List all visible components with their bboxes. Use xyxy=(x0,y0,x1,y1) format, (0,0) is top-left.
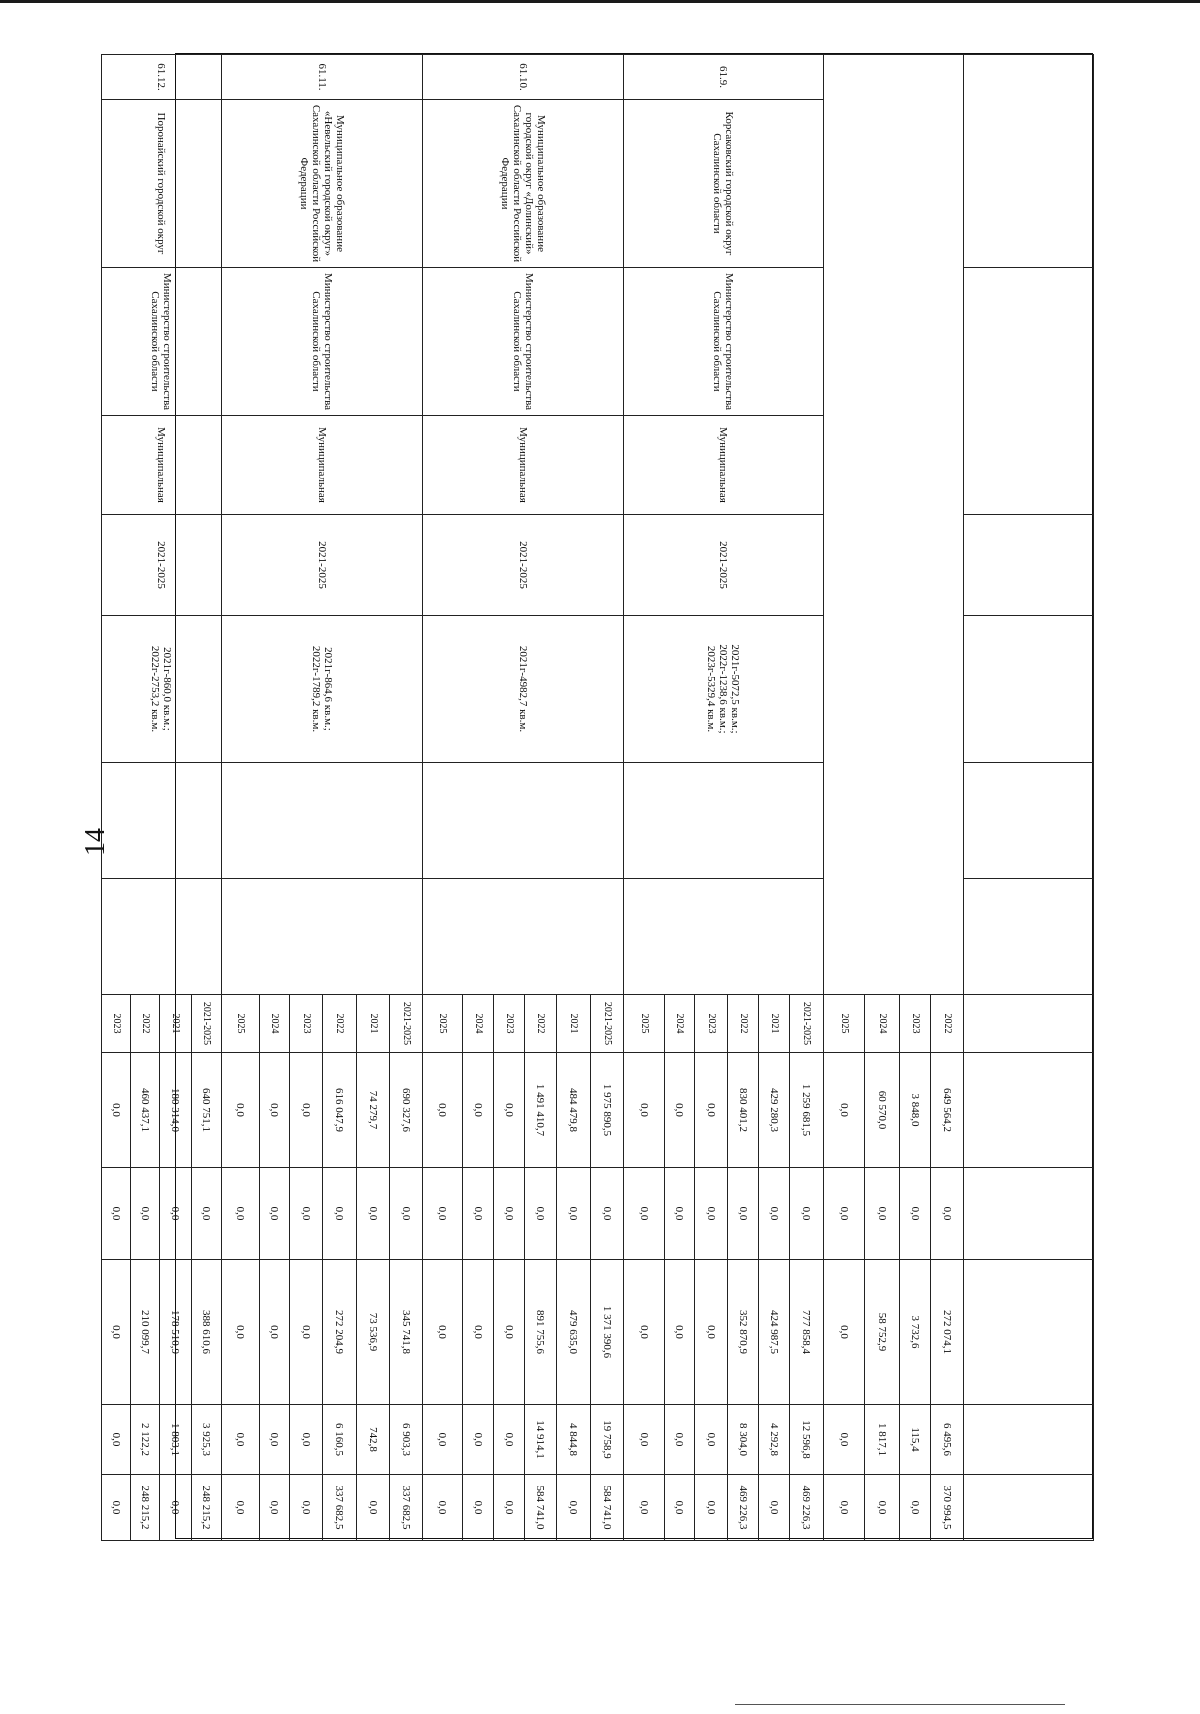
value-cell: 0,0 xyxy=(900,1475,931,1541)
year-cell: 2024 xyxy=(463,995,494,1053)
top-row-cell xyxy=(964,55,1094,268)
value-cell: 0,0 xyxy=(695,1053,728,1168)
group-name: Муниципальное образование городской округ «Долинский» Сахалинской области Российской Федерации xyxy=(423,100,624,268)
value-cell: 469 226,3 xyxy=(728,1475,759,1541)
value-cell: 0,0 xyxy=(591,1168,624,1260)
value-cell: 1 371 390,6 xyxy=(591,1260,624,1405)
top-row-cell xyxy=(964,1475,1094,1541)
value-cell: 0,0 xyxy=(102,1168,131,1260)
value-cell: 388 610,6 xyxy=(192,1260,222,1405)
value-cell: 616 047,9 xyxy=(323,1053,357,1168)
value-cell: 0,0 xyxy=(824,1168,865,1260)
year-cell: 2023 xyxy=(290,995,323,1053)
year-cell: 2022 xyxy=(931,995,964,1053)
value-cell: 337 682,5 xyxy=(323,1475,357,1541)
year-cell: 2021-2025 xyxy=(591,995,624,1053)
previous-group-continuation xyxy=(824,55,964,995)
empty-cell xyxy=(222,879,423,995)
value-cell: 6 903,3 xyxy=(390,1405,423,1475)
group-customer: Министерство строительства Сахалинской области xyxy=(423,268,624,416)
group-number: 61.9. xyxy=(624,55,824,100)
value-cell: 0,0 xyxy=(624,1260,665,1405)
value-cell: 178 510,9 xyxy=(160,1260,192,1405)
value-cell: 1 975 890,5 xyxy=(591,1053,624,1168)
year-cell: 2021-2025 xyxy=(390,995,423,1053)
value-cell: 0,0 xyxy=(494,1405,525,1475)
value-cell: 429 280,3 xyxy=(759,1053,790,1168)
top-border-line xyxy=(0,0,1200,3)
table-sheet xyxy=(110,53,1093,1539)
page-number: 14 xyxy=(80,828,111,856)
value-cell: 0,0 xyxy=(102,1260,131,1405)
value-cell: 0,0 xyxy=(525,1168,557,1260)
value-cell: 0,0 xyxy=(260,1260,290,1405)
year-cell: 2024 xyxy=(865,995,900,1053)
value-cell: 8 304,0 xyxy=(728,1405,759,1475)
year-cell: 2023 xyxy=(695,995,728,1053)
group-customer: Министерство строительства Сахалинской области xyxy=(624,268,824,416)
value-cell: 0,0 xyxy=(222,1168,260,1260)
value-cell: 0,0 xyxy=(695,1405,728,1475)
value-cell: 0,0 xyxy=(665,1168,695,1260)
value-cell: 1 259 681,5 xyxy=(790,1053,824,1168)
group-customer: Министерство строительства Сахалинской области xyxy=(102,268,222,416)
value-cell: 777 858,4 xyxy=(790,1260,824,1405)
value-cell: 115,4 xyxy=(900,1405,931,1475)
year-cell: 2021 xyxy=(557,995,591,1053)
value-cell: 0,0 xyxy=(290,1053,323,1168)
value-cell: 0,0 xyxy=(824,1475,865,1541)
value-cell: 0,0 xyxy=(390,1168,423,1260)
value-cell: 0,0 xyxy=(665,1260,695,1405)
value-cell: 742,8 xyxy=(357,1405,390,1475)
value-cell: 3 732,6 xyxy=(900,1260,931,1405)
value-cell: 0,0 xyxy=(290,1168,323,1260)
value-cell: 345 741,8 xyxy=(390,1260,423,1405)
empty-cell xyxy=(624,879,824,995)
value-cell: 0,0 xyxy=(423,1053,463,1168)
group-ownership: Муниципальная xyxy=(222,416,423,515)
value-cell: 0,0 xyxy=(695,1475,728,1541)
year-cell: 2025 xyxy=(624,995,665,1053)
value-cell: 469 226,3 xyxy=(790,1475,824,1541)
value-cell: 0,0 xyxy=(824,1260,865,1405)
value-cell: 58 752,9 xyxy=(865,1260,900,1405)
table-row xyxy=(390,55,423,1541)
value-cell: 0,0 xyxy=(865,1475,900,1541)
year-cell: 2024 xyxy=(260,995,290,1053)
value-cell: 248 215,2 xyxy=(192,1475,222,1541)
value-cell: 0,0 xyxy=(463,1053,494,1168)
value-cell: 0,0 xyxy=(192,1168,222,1260)
value-cell: 0,0 xyxy=(624,1168,665,1260)
empty-cell xyxy=(102,879,222,995)
value-cell: 584 741,0 xyxy=(525,1475,557,1541)
value-cell: 14 914,1 xyxy=(525,1405,557,1475)
value-cell: 0,0 xyxy=(222,1405,260,1475)
value-cell: 0,0 xyxy=(824,1405,865,1475)
value-cell: 60 570,0 xyxy=(865,1053,900,1168)
group-ownership: Муниципальная xyxy=(423,416,624,515)
top-row-cell xyxy=(964,763,1094,879)
value-cell: 0,0 xyxy=(759,1475,790,1541)
value-cell: 352 870,9 xyxy=(728,1260,759,1405)
value-cell: 337 682,5 xyxy=(390,1475,423,1541)
value-cell: 0,0 xyxy=(463,1405,494,1475)
table-row xyxy=(790,55,824,1541)
value-cell: 0,0 xyxy=(260,1475,290,1541)
year-cell: 2023 xyxy=(900,995,931,1053)
value-cell: 0,0 xyxy=(160,1168,192,1260)
value-cell: 180 314,0 xyxy=(160,1053,192,1168)
table-row xyxy=(192,55,222,1541)
value-cell: 0,0 xyxy=(494,1053,525,1168)
value-cell: 0,0 xyxy=(759,1168,790,1260)
value-cell: 584 741,0 xyxy=(591,1475,624,1541)
year-cell: 2021-2025 xyxy=(790,995,824,1053)
value-cell: 12 596,8 xyxy=(790,1405,824,1475)
value-cell: 484 479,8 xyxy=(557,1053,591,1168)
value-cell: 0,0 xyxy=(931,1168,964,1260)
value-cell: 0,0 xyxy=(260,1405,290,1475)
value-cell: 0,0 xyxy=(824,1053,865,1168)
value-cell: 0,0 xyxy=(222,1260,260,1405)
group-ownership: Муниципальная xyxy=(624,416,824,515)
empty-cell xyxy=(222,763,423,879)
value-cell: 0,0 xyxy=(290,1405,323,1475)
group-capacity: 2021г-5072,5 кв.м.; 2022г-1238,6 кв.м.; 2023г-5329,4 кв.м. xyxy=(624,616,824,763)
rotated-table-container xyxy=(110,54,1094,1540)
data-table xyxy=(101,54,1094,1541)
top-row-cell xyxy=(964,1260,1094,1405)
top-row-cell xyxy=(964,1053,1094,1168)
value-cell: 690 327,6 xyxy=(390,1053,423,1168)
group-capacity: 2021г-860,0 кв.м.; 2022г-2753,2 кв.м. xyxy=(102,616,222,763)
value-cell: 0,0 xyxy=(423,1168,463,1260)
table-top-row xyxy=(964,55,1094,1541)
value-cell: 0,0 xyxy=(357,1475,390,1541)
group-number: 61.10. xyxy=(423,55,624,100)
value-cell: 0,0 xyxy=(357,1168,390,1260)
value-cell: 272 204,9 xyxy=(323,1260,357,1405)
value-cell: 1 803,1 xyxy=(160,1405,192,1475)
value-cell: 0,0 xyxy=(222,1053,260,1168)
group-period: 2021-2025 xyxy=(222,515,423,616)
year-cell: 2025 xyxy=(824,995,865,1053)
value-cell: 0,0 xyxy=(463,1168,494,1260)
empty-cell xyxy=(423,879,624,995)
year-cell: 2021-2025 xyxy=(192,995,222,1053)
value-cell: 0,0 xyxy=(665,1405,695,1475)
group-name: Поронайский городской округ xyxy=(102,100,222,268)
value-cell: 0,0 xyxy=(423,1475,463,1541)
year-cell: 2025 xyxy=(423,995,463,1053)
value-cell: 479 635,0 xyxy=(557,1260,591,1405)
value-cell: 73 536,9 xyxy=(357,1260,390,1405)
year-cell: 2021 xyxy=(357,995,390,1053)
value-cell: 19 758,9 xyxy=(591,1405,624,1475)
value-cell: 210 099,7 xyxy=(131,1260,160,1405)
top-row-cell xyxy=(964,268,1094,515)
value-cell: 0,0 xyxy=(423,1405,463,1475)
value-cell: 0,0 xyxy=(557,1475,591,1541)
value-cell: 0,0 xyxy=(900,1168,931,1260)
value-cell: 891 755,6 xyxy=(525,1260,557,1405)
value-cell: 460 437,1 xyxy=(131,1053,160,1168)
value-cell: 0,0 xyxy=(695,1168,728,1260)
value-cell: 0,0 xyxy=(494,1168,525,1260)
value-cell: 649 564,2 xyxy=(931,1053,964,1168)
value-cell: 1 817,1 xyxy=(865,1405,900,1475)
group-period: 2021-2025 xyxy=(102,515,222,616)
year-cell: 2022 xyxy=(131,995,160,1053)
group-name: Корсаковский городской округ Сахалинской области xyxy=(624,100,824,268)
top-row-cell xyxy=(964,515,1094,616)
value-cell: 272 074,1 xyxy=(931,1260,964,1405)
group-number: 61.11. xyxy=(222,55,423,100)
value-cell: 0,0 xyxy=(494,1260,525,1405)
group-period: 2021-2025 xyxy=(624,515,824,616)
value-cell: 0,0 xyxy=(290,1260,323,1405)
table-row xyxy=(931,55,964,1541)
year-cell: 2021 xyxy=(759,995,790,1053)
table-row xyxy=(591,55,624,1541)
value-cell: 0,0 xyxy=(665,1475,695,1541)
value-cell: 0,0 xyxy=(624,1053,665,1168)
year-cell: 2023 xyxy=(494,995,525,1053)
group-capacity: 2021г-864,6 кв.м.; 2022г-1789,2 кв.м. xyxy=(222,616,423,763)
value-cell: 0,0 xyxy=(865,1168,900,1260)
value-cell: 74 279,7 xyxy=(357,1053,390,1168)
value-cell: 3 925,3 xyxy=(192,1405,222,1475)
empty-cell xyxy=(423,763,624,879)
value-cell: 0,0 xyxy=(624,1405,665,1475)
value-cell: 424 987,5 xyxy=(759,1260,790,1405)
group-capacity: 2021г-4982,7 кв.м. xyxy=(423,616,624,763)
value-cell: 0,0 xyxy=(728,1168,759,1260)
value-cell: 0,0 xyxy=(102,1053,131,1168)
year-cell: 2025 xyxy=(222,995,260,1053)
value-cell: 0,0 xyxy=(423,1260,463,1405)
top-row-cell xyxy=(964,1168,1094,1260)
top-row-cell xyxy=(964,879,1094,995)
year-cell: 2021 xyxy=(160,995,192,1053)
empty-cell xyxy=(624,763,824,879)
group-name: Муниципальное образование «Невельский городской округ» Сахалинской области Российской Федерации xyxy=(222,100,423,268)
value-cell: 0,0 xyxy=(624,1475,665,1541)
value-cell: 0,0 xyxy=(695,1260,728,1405)
value-cell: 0,0 xyxy=(260,1053,290,1168)
value-cell: 0,0 xyxy=(463,1260,494,1405)
top-row-cell xyxy=(964,995,1094,1053)
value-cell: 370 994,5 xyxy=(931,1475,964,1541)
value-cell: 0,0 xyxy=(160,1475,192,1541)
group-period: 2021-2025 xyxy=(423,515,624,616)
value-cell: 830 401,2 xyxy=(728,1053,759,1168)
value-cell: 6 495,6 xyxy=(931,1405,964,1475)
group-ownership: Муниципальная xyxy=(102,416,222,515)
value-cell: 0,0 xyxy=(665,1053,695,1168)
value-cell: 4 292,8 xyxy=(759,1405,790,1475)
group-customer: Министерство строительства Сахалинской области xyxy=(222,268,423,416)
year-cell: 2022 xyxy=(323,995,357,1053)
value-cell: 0,0 xyxy=(290,1475,323,1541)
value-cell: 3 848,0 xyxy=(900,1053,931,1168)
value-cell: 248 215,2 xyxy=(131,1475,160,1541)
value-cell: 0,0 xyxy=(323,1168,357,1260)
year-cell: 2023 xyxy=(102,995,131,1053)
value-cell: 0,0 xyxy=(790,1168,824,1260)
value-cell: 0,0 xyxy=(131,1168,160,1260)
value-cell: 6 160,5 xyxy=(323,1405,357,1475)
value-cell: 4 844,8 xyxy=(557,1405,591,1475)
empty-cell xyxy=(102,763,222,879)
year-cell: 2022 xyxy=(525,995,557,1053)
value-cell: 0,0 xyxy=(557,1168,591,1260)
value-cell: 0,0 xyxy=(260,1168,290,1260)
value-cell: 1 491 410,7 xyxy=(525,1053,557,1168)
bottom-line xyxy=(735,1704,1065,1705)
value-cell: 2 122,2 xyxy=(131,1405,160,1475)
value-cell: 0,0 xyxy=(463,1475,494,1541)
year-cell: 2022 xyxy=(728,995,759,1053)
group-number: 61.12. xyxy=(102,55,222,100)
top-row-cell xyxy=(964,1405,1094,1475)
value-cell: 0,0 xyxy=(102,1405,131,1475)
value-cell: 0,0 xyxy=(494,1475,525,1541)
year-cell: 2024 xyxy=(665,995,695,1053)
value-cell: 640 751,1 xyxy=(192,1053,222,1168)
value-cell: 0,0 xyxy=(222,1475,260,1541)
top-row-cell xyxy=(964,616,1094,763)
value-cell: 0,0 xyxy=(102,1475,131,1541)
